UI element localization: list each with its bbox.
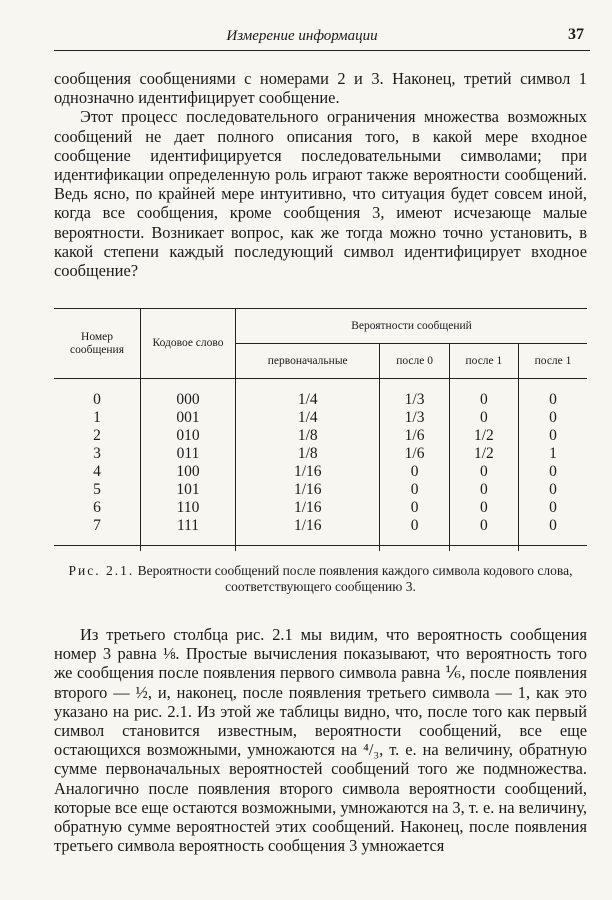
page-number: 37 [568, 26, 584, 43]
prob-after-1-final: 0 [519, 481, 587, 499]
code-word: 000 [141, 391, 236, 409]
figure-label: Рис. 2.1. [68, 563, 135, 578]
table-bottom-rule [54, 545, 587, 546]
prob-after-1: 0 [449, 463, 518, 481]
table-row [54, 391, 587, 409]
table-row [54, 445, 587, 463]
prob-after-0: 1/3 [380, 391, 449, 409]
figure-caption [54, 563, 587, 595]
header-message-number: Номер сообщения [54, 309, 141, 379]
header-after-1-second: после 1 [519, 344, 587, 379]
prob-after-1-final: 0 [519, 391, 587, 409]
code-word: 001 [141, 409, 236, 427]
paragraph: сообщения сообщениями с номерами 2 и 3. Наконец, третий символ 1 однозначно идентифицирует сообщение. [54, 69, 587, 108]
header-initial: первоначальные [236, 344, 380, 379]
header-after-1-first: после 1 [449, 344, 518, 379]
prob-after-0: 1/6 [380, 445, 449, 463]
paragraph: Из третьего столбца рис. 2.1 мы видим, что вероятность сообщения номер 3 равна ⅛. Простые вычисления показывают, что вероятность того же сообщения после появления первого символа равна ⅙, после появления второго — ½, и, наконец, после появления третьего символа — 1, как это указано на рис. 2.1. Из этой же таблицы видно, что, после того как первый символ становится известным, вероятности сообщений, все еще остающихся возможными, умножаются на ⁴/₃, т. е. на величину, обратную сумме первоначальных вероятностей сообщений того же подмножества. Аналогично после появления второго символа вероятности сообщений, которые все еще остаются возможными, умножаются на 3, т. е. на величину, обратную сумме вероятностей этих сообщений. Наконец, после появления третьего символа вероятность сообщения 3 умножается [54, 625, 587, 856]
table-row [54, 481, 587, 499]
page-header [54, 28, 590, 51]
code-word: 111 [141, 517, 236, 535]
prob-after-0: 0 [380, 481, 449, 499]
prob-after-0: 1/6 [380, 427, 449, 445]
spacer-row [54, 379, 587, 392]
prob-after-1-final: 0 [519, 409, 587, 427]
message-number: 2 [93, 427, 101, 444]
code-word: 010 [141, 427, 236, 445]
prob-after-0: 0 [380, 463, 449, 481]
paragraph: Этот процесс последовательного ограничения множества возможных сообщений не дает полного описания того, в какой мере входное сообщение идентифицируется последовательными символами; при идентификации определенную роль играют также вероятности сообщений. Ведь ясно, по крайней мере интуитивно, что ситуация будет совсем иной, когда все сообщения, кроме сообщения 3, имеют исчезающе малые вероятности. Возникает вопрос, как же тогда можно точно установить, в какой степени каждый последующий символ идентифицирует входное сообщение? [54, 107, 587, 281]
prob-after-1: 0 [449, 499, 518, 517]
table-row [54, 409, 587, 427]
message-number: 4 [93, 463, 101, 480]
prob-after-1-final: 0 [519, 427, 587, 445]
prob-after-1: 0 [449, 391, 518, 409]
header-code-word: Кодовое слово [141, 309, 236, 379]
prob-after-1: 0 [449, 517, 518, 535]
prob-after-1-final: 0 [519, 499, 587, 517]
prob-after-1-final: 0 [519, 517, 587, 535]
message-number: 0 [93, 391, 101, 408]
code-word: 011 [141, 445, 236, 463]
prob-after-1: 1/2 [449, 427, 518, 445]
prob-initial: 1/16 [236, 499, 380, 517]
message-number: 6 [93, 499, 101, 516]
probability-table [54, 309, 587, 551]
message-number: 3 [93, 445, 101, 462]
prob-initial: 1/4 [236, 409, 380, 427]
table-row [54, 463, 587, 481]
prob-initial: 1/16 [236, 481, 380, 499]
table-row [54, 427, 587, 445]
header-probabilities: Вероятности сообщений [236, 309, 588, 344]
prob-initial: 1/4 [236, 391, 380, 409]
code-word: 100 [141, 463, 236, 481]
prob-after-1: 0 [449, 481, 518, 499]
top-text-block [54, 69, 587, 280]
prob-after-0: 0 [380, 499, 449, 517]
prob-initial: 1/16 [236, 463, 380, 481]
prob-after-1: 0 [449, 409, 518, 427]
running-title: Измерение информации [226, 28, 378, 44]
prob-after-1-final: 1 [519, 445, 587, 463]
prob-after-1: 1/2 [449, 445, 518, 463]
spacer-row [54, 535, 587, 551]
prob-initial: 1/8 [236, 427, 380, 445]
code-word: 110 [141, 499, 236, 517]
prob-after-0: 1/3 [380, 409, 449, 427]
prob-after-0: 0 [380, 517, 449, 535]
code-word: 101 [141, 481, 236, 499]
message-number: 1 [93, 409, 101, 426]
message-number: 7 [93, 517, 101, 534]
header-after-0: после 0 [380, 344, 449, 379]
message-number: 5 [93, 481, 101, 498]
prob-after-1-final: 0 [519, 463, 587, 481]
table-row [54, 517, 587, 535]
bottom-text-block [54, 625, 587, 855]
figure-caption-text: Вероятности сообщений после появления каждого символа кодового слова, соответствующего сообщению 3. [137, 563, 573, 594]
prob-initial: 1/16 [236, 517, 380, 535]
prob-initial: 1/8 [236, 445, 380, 463]
table-row [54, 499, 587, 517]
